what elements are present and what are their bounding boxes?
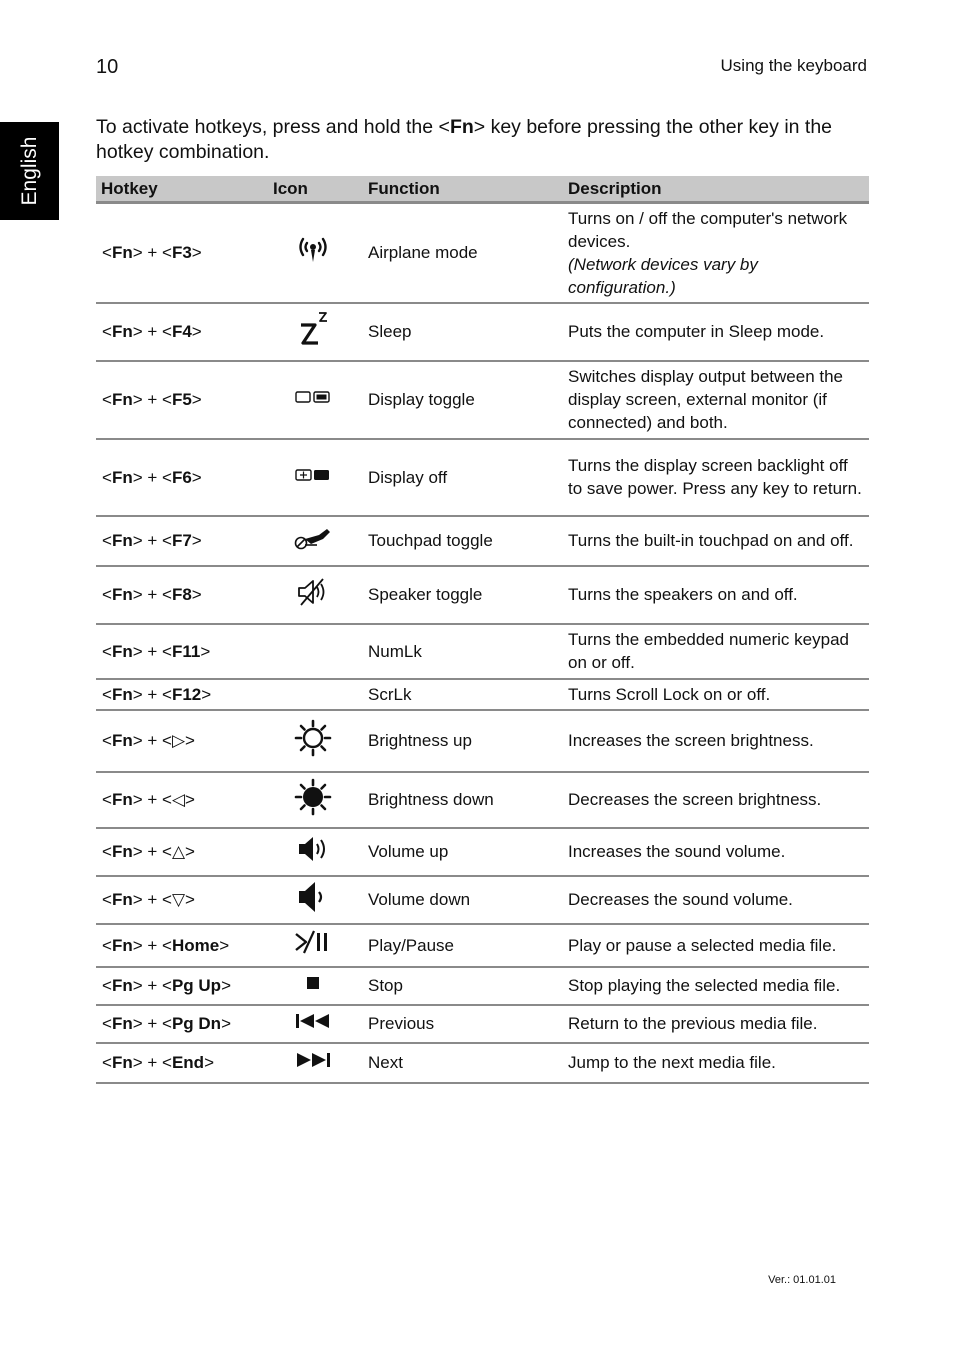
description-text: Play or pause a selected media file. (568, 935, 837, 955)
table-row (96, 203, 869, 303)
description-cell (554, 710, 869, 772)
function-key: End (171, 1053, 205, 1072)
description-cell (554, 876, 869, 924)
intro-text-start: To activate hotkeys, press and hold the < (96, 116, 450, 138)
description-text: Turns on / off the computer's network devices. (568, 208, 848, 251)
description-text: Jump to the next media file. (568, 1053, 776, 1072)
icon-cell (268, 710, 358, 772)
function-cell: Touchpad toggle (358, 516, 554, 566)
table-row (96, 1043, 869, 1083)
description-cell (554, 772, 869, 828)
hotkey-cell: <Fn> + <F4> (96, 303, 268, 361)
play-pause-icon (294, 929, 332, 955)
icon-cell (268, 772, 358, 828)
function-key: F11 (171, 641, 201, 661)
description-cell (554, 1005, 869, 1043)
icon-cell (268, 566, 358, 624)
hotkey-cell: <Fn> + <F11> (96, 624, 268, 679)
hotkey-cell: <Fn> + <F5> (96, 361, 268, 439)
hotkey-cell: <Fn> + <F8> (96, 566, 268, 624)
description-text: Decreases the sound volume. (568, 890, 793, 909)
header-function: Function (358, 176, 554, 203)
brightness-down-icon (293, 777, 333, 817)
icon-cell (268, 876, 358, 924)
hotkey-cell: <Fn> + <F12> (96, 679, 268, 710)
icon-cell (268, 967, 358, 1005)
description-text: Puts the computer in Sleep mode. (568, 322, 825, 341)
display-off-icon (294, 467, 332, 483)
icon-cell (268, 679, 358, 710)
brightness-up-icon (293, 718, 333, 758)
table-row (96, 828, 869, 876)
function-key: F7 (171, 531, 192, 550)
modifier-key: Fn (111, 243, 133, 263)
hotkey-cell: <Fn> + <◁> (96, 772, 268, 828)
modifier-key: Fn (111, 390, 133, 409)
previous-icon (294, 1012, 332, 1030)
description-text: Return to the previous media file. (568, 1014, 818, 1033)
description-cell (554, 679, 869, 710)
modifier-key: Fn (111, 842, 133, 861)
modifier-key: Fn (111, 976, 133, 995)
volume-up-icon (296, 834, 330, 864)
modifier-key: Fn (111, 322, 133, 341)
modifier-key: Fn (111, 935, 133, 955)
description-text: Increases the sound volume. (568, 842, 786, 861)
speaker-toggle-icon (295, 577, 331, 607)
modifier-key: Fn (111, 531, 133, 550)
modifier-key: Fn (111, 1053, 133, 1072)
running-header: Using the keyboard (720, 56, 867, 75)
icon-cell (268, 924, 358, 967)
icon-cell (268, 361, 358, 439)
function-key: F5 (171, 390, 192, 409)
description-text: Turns the built-in touchpad on and off. (568, 531, 854, 550)
function-cell: Display off (358, 439, 554, 516)
function-key: F8 (171, 585, 192, 604)
description-cell (554, 361, 869, 439)
stop-icon (305, 975, 321, 991)
icon-cell (268, 203, 358, 303)
intro-key: Fn (449, 116, 474, 138)
function-cell: Next (358, 1043, 554, 1083)
table-row (96, 679, 869, 710)
header-icon: Icon (268, 176, 358, 203)
next-icon (294, 1051, 332, 1069)
description-text: Decreases the screen brightness. (568, 790, 822, 809)
description-cell (554, 967, 869, 1005)
description-cell (554, 828, 869, 876)
function-cell: Brightness down (358, 772, 554, 828)
function-key: F3 (171, 243, 192, 263)
table-row (96, 566, 869, 624)
intro-text-end: > key before pressing the other key in the hotkey combination. (96, 116, 833, 163)
function-cell: Brightness up (358, 710, 554, 772)
description-cell (554, 624, 869, 679)
hotkey-cell: <Fn> + <▽> (96, 876, 268, 924)
hotkey-cell: <Fn> + <Pg Dn> (96, 1005, 268, 1043)
sleep-icon (293, 309, 333, 349)
description-text: Turns the display screen backlight off to save power. Press any key to return. (568, 456, 862, 498)
table-row (96, 516, 869, 566)
function-cell: ScrLk (358, 679, 554, 710)
icon-cell (268, 828, 358, 876)
function-key: F12 (171, 684, 202, 704)
hotkey-cell: <Fn> + <F3> (96, 203, 268, 303)
table-row (96, 967, 869, 1005)
table-row (96, 710, 869, 772)
description-text: Turns the speakers on and off. (568, 585, 798, 604)
description-text: Increases the screen brightness. (568, 731, 814, 750)
modifier-key: Fn (111, 790, 133, 809)
description-cell (554, 1043, 869, 1083)
language-tab-label: English (17, 136, 41, 206)
table-row (96, 876, 869, 924)
description-text: Stop playing the selected media file. (568, 976, 841, 995)
table-row (96, 772, 869, 828)
version-label: Ver.: 01.01.01 (768, 1274, 836, 1286)
icon-cell (268, 303, 358, 361)
description-cell (554, 516, 869, 566)
hotkey-cell: <Fn> + <Home> (96, 924, 268, 967)
airplane-mode-icon (294, 234, 332, 266)
function-key: F6 (171, 467, 192, 487)
icon-cell (268, 439, 358, 516)
function-cell: Display toggle (358, 361, 554, 439)
function-key: ◁ (171, 790, 186, 809)
header-description: Description (554, 176, 869, 203)
function-cell: NumLk (358, 624, 554, 679)
hotkey-cell: <Fn> + <F7> (96, 516, 268, 566)
function-key: ▷ (171, 731, 186, 750)
icon-cell (268, 624, 358, 679)
display-toggle-icon (294, 389, 332, 405)
icon-cell (268, 1043, 358, 1083)
function-key: ▽ (171, 890, 186, 909)
hotkey-cell: <Fn> + <△> (96, 828, 268, 876)
modifier-key: Fn (111, 585, 133, 604)
function-key: Pg Dn (171, 1014, 222, 1033)
function-key: Pg Up (171, 976, 222, 995)
hotkey-cell: <Fn> + <End> (96, 1043, 268, 1083)
table-row (96, 624, 869, 679)
page-number: 10 (96, 56, 119, 78)
hotkey-table (96, 176, 869, 1084)
hotkey-cell: <Fn> + <F6> (96, 439, 268, 516)
touchpad-toggle-icon (293, 525, 333, 551)
description-text: Turns Scroll Lock on or off. (568, 684, 771, 704)
description-note: (Network devices vary by configuration.) (568, 254, 758, 297)
description-cell (554, 439, 869, 516)
table-row (96, 439, 869, 516)
hotkey-cell: <Fn> + <▷> (96, 710, 268, 772)
function-cell: Volume up (358, 828, 554, 876)
description-cell (554, 303, 869, 361)
description-text: Turns the embedded numeric keypad on or off. (568, 630, 849, 672)
function-key: Home (171, 935, 220, 955)
description-cell (554, 566, 869, 624)
table-row (96, 924, 869, 967)
function-key: F4 (171, 322, 192, 341)
header-hotkey: Hotkey (96, 176, 268, 203)
description-text: Switches display output between the display screen, external monitor (if connected) and both. (568, 367, 844, 432)
table-header-row (96, 176, 869, 203)
modifier-key: Fn (111, 731, 133, 750)
volume-down-icon (296, 879, 330, 915)
function-cell: Volume down (358, 876, 554, 924)
function-key: △ (171, 842, 186, 861)
icon-cell (268, 1005, 358, 1043)
function-cell: Sleep (358, 303, 554, 361)
icon-cell (268, 516, 358, 566)
modifier-key: Fn (111, 890, 133, 909)
table-row (96, 303, 869, 361)
intro-paragraph (96, 115, 876, 165)
function-cell: Previous (358, 1005, 554, 1043)
function-cell: Airplane mode (358, 203, 554, 303)
table-row (96, 1005, 869, 1043)
table-row (96, 361, 869, 439)
function-cell: Play/Pause (358, 924, 554, 967)
hotkey-cell: <Fn> + <Pg Up> (96, 967, 268, 1005)
function-cell: Stop (358, 967, 554, 1005)
modifier-key: Fn (111, 641, 133, 661)
modifier-key: Fn (111, 467, 133, 487)
function-cell: Speaker toggle (358, 566, 554, 624)
modifier-key: Fn (111, 684, 133, 704)
description-cell (554, 203, 869, 303)
language-tab (0, 122, 59, 220)
modifier-key: Fn (111, 1014, 133, 1033)
description-cell (554, 924, 869, 967)
